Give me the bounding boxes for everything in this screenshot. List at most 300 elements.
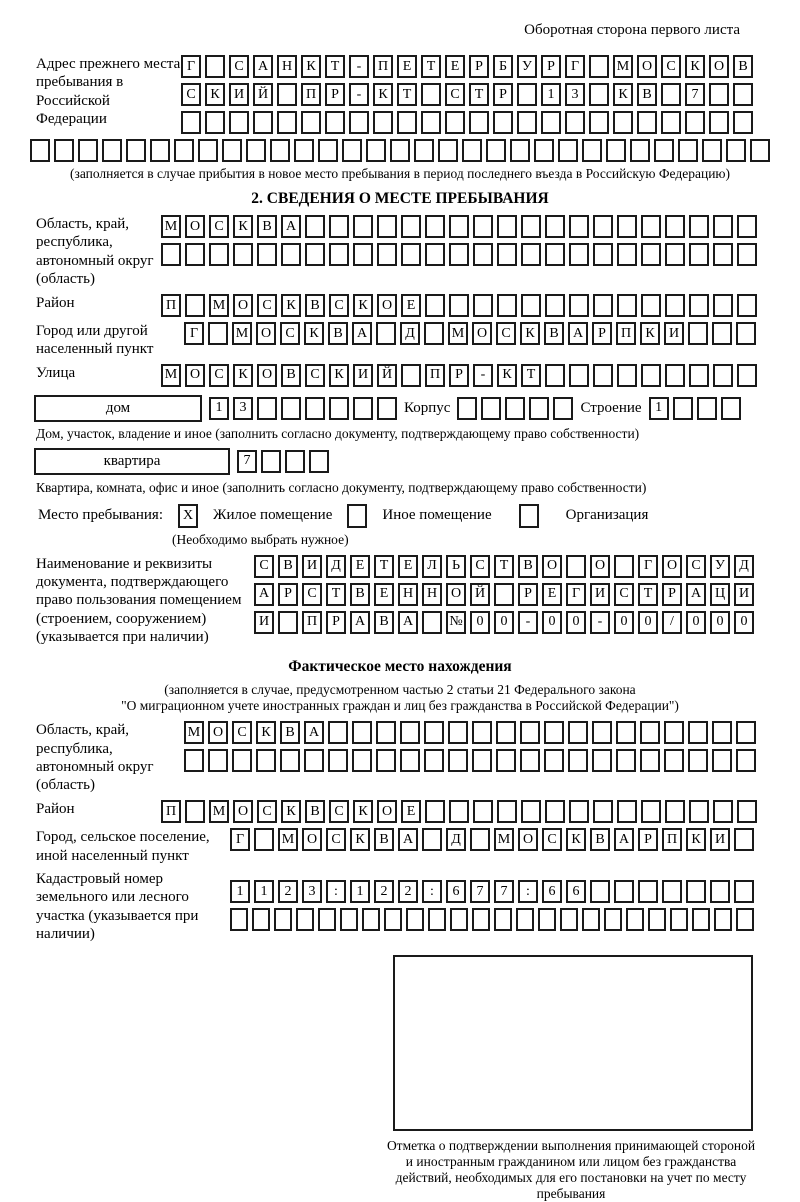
char-cell[interactable]: О bbox=[377, 800, 397, 823]
char-cell[interactable] bbox=[517, 111, 537, 134]
char-cell[interactable] bbox=[737, 243, 757, 266]
char-cell[interactable] bbox=[520, 721, 540, 744]
char-cell[interactable] bbox=[688, 749, 708, 772]
char-cell[interactable]: С bbox=[326, 828, 346, 851]
char-cell[interactable]: К bbox=[685, 55, 705, 78]
char-cell[interactable]: Е bbox=[398, 555, 418, 578]
char-cell[interactable] bbox=[640, 749, 660, 772]
char-cell[interactable] bbox=[641, 243, 661, 266]
char-cell[interactable]: О bbox=[208, 721, 228, 744]
char-cell[interactable]: 0 bbox=[710, 611, 730, 634]
char-cell[interactable] bbox=[641, 294, 661, 317]
char-cell[interactable] bbox=[229, 111, 249, 134]
char-cell[interactable] bbox=[630, 139, 650, 162]
char-cell[interactable] bbox=[517, 83, 537, 106]
char-cell[interactable]: К bbox=[520, 322, 540, 345]
char-cell[interactable]: К bbox=[205, 83, 225, 106]
char-cell[interactable]: Р bbox=[662, 583, 682, 606]
char-cell[interactable] bbox=[353, 243, 373, 266]
char-cell[interactable]: К bbox=[233, 364, 253, 387]
char-cell[interactable] bbox=[449, 215, 469, 238]
char-cell[interactable] bbox=[342, 139, 362, 162]
char-cell[interactable]: О bbox=[662, 555, 682, 578]
char-cell[interactable]: К bbox=[281, 800, 301, 823]
char-cell[interactable] bbox=[737, 364, 757, 387]
char-cell[interactable] bbox=[733, 83, 753, 106]
char-cell[interactable] bbox=[457, 397, 477, 420]
char-cell[interactable]: С bbox=[209, 364, 229, 387]
char-cell[interactable]: Е bbox=[350, 555, 370, 578]
char-cell[interactable]: 3 bbox=[302, 880, 322, 903]
char-cell[interactable] bbox=[688, 322, 708, 345]
char-cell[interactable] bbox=[422, 611, 442, 634]
char-cell[interactable] bbox=[318, 139, 338, 162]
char-cell[interactable]: Т bbox=[397, 83, 417, 106]
char-cell[interactable] bbox=[425, 294, 445, 317]
char-cell[interactable] bbox=[721, 397, 741, 420]
char-cell[interactable] bbox=[496, 721, 516, 744]
char-cell[interactable] bbox=[544, 721, 564, 744]
char-cell[interactable] bbox=[329, 215, 349, 238]
char-cell[interactable] bbox=[665, 800, 685, 823]
char-cell[interactable]: В bbox=[374, 611, 394, 634]
char-cell[interactable] bbox=[473, 294, 493, 317]
char-cell[interactable]: Л bbox=[422, 555, 442, 578]
char-cell[interactable] bbox=[424, 322, 444, 345]
char-cell[interactable] bbox=[733, 111, 753, 134]
char-cell[interactable]: О bbox=[542, 555, 562, 578]
char-cell[interactable]: 6 bbox=[446, 880, 466, 903]
char-cell[interactable] bbox=[401, 243, 421, 266]
char-cell[interactable] bbox=[274, 908, 292, 931]
char-cell[interactable] bbox=[582, 139, 602, 162]
char-cell[interactable] bbox=[568, 749, 588, 772]
char-cell[interactable] bbox=[544, 749, 564, 772]
char-cell[interactable]: А bbox=[614, 828, 634, 851]
char-cell[interactable] bbox=[689, 800, 709, 823]
char-cell[interactable] bbox=[400, 721, 420, 744]
char-cell[interactable]: 1 bbox=[209, 397, 229, 420]
char-cell[interactable]: К bbox=[373, 83, 393, 106]
char-cell[interactable] bbox=[662, 880, 682, 903]
char-cell[interactable]: К bbox=[304, 322, 324, 345]
char-cell[interactable] bbox=[641, 215, 661, 238]
char-cell[interactable] bbox=[616, 749, 636, 772]
char-cell[interactable] bbox=[377, 243, 397, 266]
char-cell[interactable] bbox=[486, 139, 506, 162]
char-cell[interactable]: О bbox=[446, 583, 466, 606]
char-cell[interactable] bbox=[494, 908, 512, 931]
char-cell[interactable] bbox=[569, 243, 589, 266]
char-cell[interactable]: Г bbox=[638, 555, 658, 578]
char-cell[interactable] bbox=[665, 215, 685, 238]
char-cell[interactable]: Г bbox=[565, 55, 585, 78]
char-cell[interactable]: О bbox=[233, 800, 253, 823]
char-cell[interactable] bbox=[450, 908, 468, 931]
char-cell[interactable]: М bbox=[161, 364, 181, 387]
char-cell[interactable]: Т bbox=[325, 55, 345, 78]
char-cell[interactable]: 3 bbox=[565, 83, 585, 106]
char-cell[interactable]: А bbox=[352, 322, 372, 345]
char-cell[interactable]: Р bbox=[326, 611, 346, 634]
char-cell[interactable]: О bbox=[472, 322, 492, 345]
char-cell[interactable] bbox=[304, 749, 324, 772]
char-cell[interactable] bbox=[185, 294, 205, 317]
char-cell[interactable] bbox=[665, 364, 685, 387]
char-cell[interactable]: 1 bbox=[230, 880, 250, 903]
char-cell[interactable] bbox=[257, 397, 277, 420]
char-cell[interactable] bbox=[401, 215, 421, 238]
char-cell[interactable]: И bbox=[710, 828, 730, 851]
char-cell[interactable]: В bbox=[257, 215, 277, 238]
char-cell[interactable]: 1 bbox=[541, 83, 561, 106]
char-cell[interactable] bbox=[592, 721, 612, 744]
char-cell[interactable]: М bbox=[161, 215, 181, 238]
char-cell[interactable]: К bbox=[233, 215, 253, 238]
char-cell[interactable] bbox=[685, 111, 705, 134]
char-cell[interactable] bbox=[568, 721, 588, 744]
char-cell[interactable]: 0 bbox=[614, 611, 634, 634]
char-cell[interactable]: С bbox=[229, 55, 249, 78]
char-cell[interactable]: В bbox=[305, 294, 325, 317]
char-cell[interactable]: Р bbox=[449, 364, 469, 387]
char-cell[interactable] bbox=[626, 908, 644, 931]
char-cell[interactable] bbox=[714, 908, 732, 931]
char-cell[interactable]: 0 bbox=[470, 611, 490, 634]
char-cell[interactable]: И bbox=[302, 555, 322, 578]
char-cell[interactable]: / bbox=[662, 611, 682, 634]
char-cell[interactable]: И bbox=[664, 322, 684, 345]
char-cell[interactable] bbox=[541, 111, 561, 134]
char-cell[interactable] bbox=[449, 243, 469, 266]
char-cell[interactable]: : bbox=[326, 880, 346, 903]
char-cell[interactable] bbox=[617, 800, 637, 823]
char-cell[interactable]: М bbox=[209, 800, 229, 823]
char-cell[interactable] bbox=[593, 294, 613, 317]
char-cell[interactable]: О bbox=[637, 55, 657, 78]
char-cell[interactable] bbox=[641, 364, 661, 387]
char-cell[interactable] bbox=[505, 397, 525, 420]
char-cell[interactable] bbox=[697, 397, 717, 420]
char-cell[interactable] bbox=[545, 215, 565, 238]
char-cell[interactable] bbox=[328, 749, 348, 772]
char-cell[interactable]: К bbox=[613, 83, 633, 106]
char-cell[interactable] bbox=[566, 555, 586, 578]
char-cell[interactable] bbox=[713, 243, 733, 266]
char-cell[interactable]: А bbox=[686, 583, 706, 606]
char-cell[interactable]: В bbox=[733, 55, 753, 78]
char-cell[interactable]: О bbox=[185, 215, 205, 238]
char-cell[interactable]: П bbox=[161, 800, 181, 823]
char-cell[interactable] bbox=[589, 111, 609, 134]
char-cell[interactable]: С bbox=[254, 555, 274, 578]
char-cell[interactable] bbox=[641, 800, 661, 823]
char-cell[interactable] bbox=[689, 243, 709, 266]
char-cell[interactable] bbox=[726, 139, 746, 162]
char-cell[interactable]: 0 bbox=[734, 611, 754, 634]
char-cell[interactable] bbox=[373, 111, 393, 134]
char-cell[interactable]: И bbox=[590, 583, 610, 606]
char-cell[interactable] bbox=[654, 139, 674, 162]
char-cell[interactable] bbox=[397, 111, 417, 134]
char-cell[interactable] bbox=[712, 749, 732, 772]
char-cell[interactable]: Е bbox=[374, 583, 394, 606]
char-cell[interactable] bbox=[604, 908, 622, 931]
char-cell[interactable]: Д bbox=[400, 322, 420, 345]
char-cell[interactable]: М bbox=[184, 721, 204, 744]
char-cell[interactable] bbox=[736, 721, 756, 744]
char-cell[interactable]: Г bbox=[230, 828, 250, 851]
char-cell[interactable]: В bbox=[280, 721, 300, 744]
char-cell[interactable]: В bbox=[328, 322, 348, 345]
char-cell[interactable] bbox=[558, 139, 578, 162]
char-cell[interactable]: К bbox=[353, 294, 373, 317]
char-cell[interactable] bbox=[688, 721, 708, 744]
char-cell[interactable] bbox=[349, 111, 369, 134]
char-cell[interactable] bbox=[590, 880, 610, 903]
char-cell[interactable] bbox=[281, 397, 301, 420]
char-cell[interactable] bbox=[569, 215, 589, 238]
char-cell[interactable] bbox=[376, 322, 396, 345]
char-cell[interactable]: О bbox=[256, 322, 276, 345]
char-cell[interactable]: 6 bbox=[542, 880, 562, 903]
char-cell[interactable] bbox=[689, 215, 709, 238]
char-cell[interactable] bbox=[736, 749, 756, 772]
char-cell[interactable]: - bbox=[590, 611, 610, 634]
char-cell[interactable] bbox=[366, 139, 386, 162]
char-cell[interactable]: С bbox=[614, 583, 634, 606]
char-cell[interactable] bbox=[253, 111, 273, 134]
char-cell[interactable] bbox=[534, 139, 554, 162]
char-cell[interactable] bbox=[469, 111, 489, 134]
char-cell[interactable] bbox=[208, 749, 228, 772]
char-cell[interactable]: Н bbox=[398, 583, 418, 606]
char-cell[interactable]: С bbox=[209, 215, 229, 238]
char-cell[interactable] bbox=[712, 322, 732, 345]
char-cell[interactable] bbox=[712, 721, 732, 744]
char-cell[interactable]: Е bbox=[401, 800, 421, 823]
char-cell[interactable] bbox=[521, 800, 541, 823]
char-cell[interactable] bbox=[569, 364, 589, 387]
char-cell[interactable]: А bbox=[398, 611, 418, 634]
char-cell[interactable]: П bbox=[373, 55, 393, 78]
char-cell[interactable] bbox=[425, 243, 445, 266]
char-cell[interactable] bbox=[400, 749, 420, 772]
char-cell[interactable]: А bbox=[253, 55, 273, 78]
char-cell[interactable] bbox=[181, 111, 201, 134]
char-cell[interactable] bbox=[664, 721, 684, 744]
char-cell[interactable]: Р bbox=[325, 83, 345, 106]
char-cell[interactable]: П bbox=[425, 364, 445, 387]
char-cell[interactable]: С bbox=[257, 800, 277, 823]
char-cell[interactable] bbox=[277, 111, 297, 134]
char-cell[interactable]: П bbox=[161, 294, 181, 317]
char-cell[interactable] bbox=[353, 397, 373, 420]
char-cell[interactable]: Ь bbox=[446, 555, 466, 578]
char-cell[interactable] bbox=[560, 908, 578, 931]
char-cell[interactable] bbox=[648, 908, 666, 931]
char-cell[interactable] bbox=[736, 322, 756, 345]
char-cell[interactable] bbox=[305, 215, 325, 238]
char-cell[interactable] bbox=[472, 908, 490, 931]
char-cell[interactable]: С bbox=[280, 322, 300, 345]
char-cell[interactable]: С bbox=[232, 721, 252, 744]
char-cell[interactable] bbox=[421, 111, 441, 134]
char-cell[interactable] bbox=[593, 215, 613, 238]
char-cell[interactable]: Д bbox=[734, 555, 754, 578]
char-cell[interactable] bbox=[473, 243, 493, 266]
char-cell[interactable] bbox=[270, 139, 290, 162]
char-cell[interactable] bbox=[296, 908, 314, 931]
char-cell[interactable] bbox=[496, 749, 516, 772]
char-cell[interactable]: О bbox=[185, 364, 205, 387]
char-cell[interactable]: С bbox=[181, 83, 201, 106]
char-cell[interactable]: С bbox=[257, 294, 277, 317]
char-cell[interactable]: В bbox=[544, 322, 564, 345]
char-cell[interactable] bbox=[569, 800, 589, 823]
char-cell[interactable] bbox=[617, 215, 637, 238]
char-cell[interactable] bbox=[257, 243, 277, 266]
char-cell[interactable]: П bbox=[302, 611, 322, 634]
char-cell[interactable]: И bbox=[734, 583, 754, 606]
char-cell[interactable]: Т bbox=[521, 364, 541, 387]
char-cell[interactable]: № bbox=[446, 611, 466, 634]
char-cell[interactable]: Т bbox=[469, 83, 489, 106]
char-cell[interactable] bbox=[230, 908, 248, 931]
char-cell[interactable] bbox=[301, 111, 321, 134]
char-cell[interactable] bbox=[328, 721, 348, 744]
char-cell[interactable]: Т bbox=[494, 555, 514, 578]
char-cell[interactable] bbox=[448, 721, 468, 744]
char-cell[interactable] bbox=[406, 908, 424, 931]
char-cell[interactable] bbox=[185, 243, 205, 266]
char-cell[interactable] bbox=[438, 139, 458, 162]
char-cell[interactable]: М bbox=[494, 828, 514, 851]
char-cell[interactable] bbox=[362, 908, 380, 931]
char-cell[interactable] bbox=[616, 721, 636, 744]
char-cell[interactable] bbox=[414, 139, 434, 162]
char-cell[interactable] bbox=[736, 908, 754, 931]
char-cell[interactable]: К bbox=[301, 55, 321, 78]
char-cell[interactable] bbox=[449, 800, 469, 823]
char-cell[interactable] bbox=[205, 111, 225, 134]
char-cell[interactable]: Т bbox=[421, 55, 441, 78]
char-cell[interactable]: 1 bbox=[254, 880, 274, 903]
char-cell[interactable] bbox=[665, 243, 685, 266]
char-cell[interactable]: Б bbox=[493, 55, 513, 78]
char-cell[interactable] bbox=[232, 749, 252, 772]
char-cell[interactable]: С bbox=[329, 800, 349, 823]
char-cell[interactable]: В bbox=[590, 828, 610, 851]
char-cell[interactable] bbox=[565, 111, 585, 134]
char-cell[interactable] bbox=[737, 800, 757, 823]
checkbox-residential[interactable]: X bbox=[178, 504, 198, 528]
char-cell[interactable] bbox=[614, 555, 634, 578]
char-cell[interactable] bbox=[689, 294, 709, 317]
char-cell[interactable] bbox=[494, 583, 514, 606]
char-cell[interactable]: В bbox=[305, 800, 325, 823]
char-cell[interactable]: Т bbox=[638, 583, 658, 606]
char-cell[interactable]: Е bbox=[445, 55, 465, 78]
char-cell[interactable]: Ц bbox=[710, 583, 730, 606]
char-cell[interactable]: Е bbox=[397, 55, 417, 78]
char-cell[interactable]: О bbox=[590, 555, 610, 578]
char-cell[interactable] bbox=[593, 243, 613, 266]
char-cell[interactable] bbox=[538, 908, 556, 931]
char-cell[interactable]: У bbox=[710, 555, 730, 578]
char-cell[interactable]: Р bbox=[469, 55, 489, 78]
char-cell[interactable]: Т bbox=[326, 583, 346, 606]
char-cell[interactable] bbox=[318, 908, 336, 931]
char-cell[interactable] bbox=[472, 749, 492, 772]
char-cell[interactable] bbox=[174, 139, 194, 162]
char-cell[interactable] bbox=[664, 749, 684, 772]
char-cell[interactable]: С bbox=[329, 294, 349, 317]
char-cell[interactable]: 7 bbox=[470, 880, 490, 903]
char-cell[interactable]: С bbox=[305, 364, 325, 387]
char-cell[interactable] bbox=[278, 611, 298, 634]
char-cell[interactable]: С bbox=[542, 828, 562, 851]
char-cell[interactable] bbox=[352, 749, 372, 772]
char-cell[interactable]: В bbox=[374, 828, 394, 851]
char-cell[interactable] bbox=[734, 828, 754, 851]
char-cell[interactable]: Р bbox=[518, 583, 538, 606]
char-cell[interactable] bbox=[352, 721, 372, 744]
char-cell[interactable]: Г bbox=[566, 583, 586, 606]
char-cell[interactable]: - bbox=[518, 611, 538, 634]
char-cell[interactable] bbox=[589, 83, 609, 106]
char-cell[interactable] bbox=[425, 800, 445, 823]
char-cell[interactable] bbox=[545, 800, 565, 823]
char-cell[interactable] bbox=[606, 139, 626, 162]
char-cell[interactable] bbox=[497, 800, 517, 823]
char-cell[interactable] bbox=[750, 139, 770, 162]
char-cell[interactable]: 7 bbox=[237, 450, 257, 473]
char-cell[interactable] bbox=[309, 450, 329, 473]
char-cell[interactable]: В bbox=[518, 555, 538, 578]
house-box[interactable]: дом bbox=[34, 395, 202, 422]
char-cell[interactable] bbox=[449, 294, 469, 317]
char-cell[interactable]: А bbox=[281, 215, 301, 238]
char-cell[interactable] bbox=[445, 111, 465, 134]
char-cell[interactable]: У bbox=[517, 55, 537, 78]
char-cell[interactable] bbox=[713, 215, 733, 238]
char-cell[interactable] bbox=[709, 83, 729, 106]
char-cell[interactable] bbox=[376, 721, 396, 744]
char-cell[interactable] bbox=[377, 397, 397, 420]
char-cell[interactable]: М bbox=[448, 322, 468, 345]
char-cell[interactable] bbox=[702, 139, 722, 162]
char-cell[interactable] bbox=[205, 55, 225, 78]
char-cell[interactable] bbox=[713, 800, 733, 823]
char-cell[interactable]: Г bbox=[184, 322, 204, 345]
char-cell[interactable]: К bbox=[686, 828, 706, 851]
char-cell[interactable] bbox=[384, 908, 402, 931]
char-cell[interactable] bbox=[593, 364, 613, 387]
char-cell[interactable] bbox=[582, 908, 600, 931]
char-cell[interactable]: Д bbox=[326, 555, 346, 578]
char-cell[interactable] bbox=[401, 364, 421, 387]
char-cell[interactable]: : bbox=[422, 880, 442, 903]
char-cell[interactable]: О bbox=[302, 828, 322, 851]
char-cell[interactable]: 0 bbox=[494, 611, 514, 634]
char-cell[interactable] bbox=[222, 139, 242, 162]
char-cell[interactable]: К bbox=[329, 364, 349, 387]
char-cell[interactable] bbox=[305, 397, 325, 420]
char-cell[interactable] bbox=[670, 908, 688, 931]
char-cell[interactable]: К bbox=[281, 294, 301, 317]
char-cell[interactable]: 2 bbox=[398, 880, 418, 903]
